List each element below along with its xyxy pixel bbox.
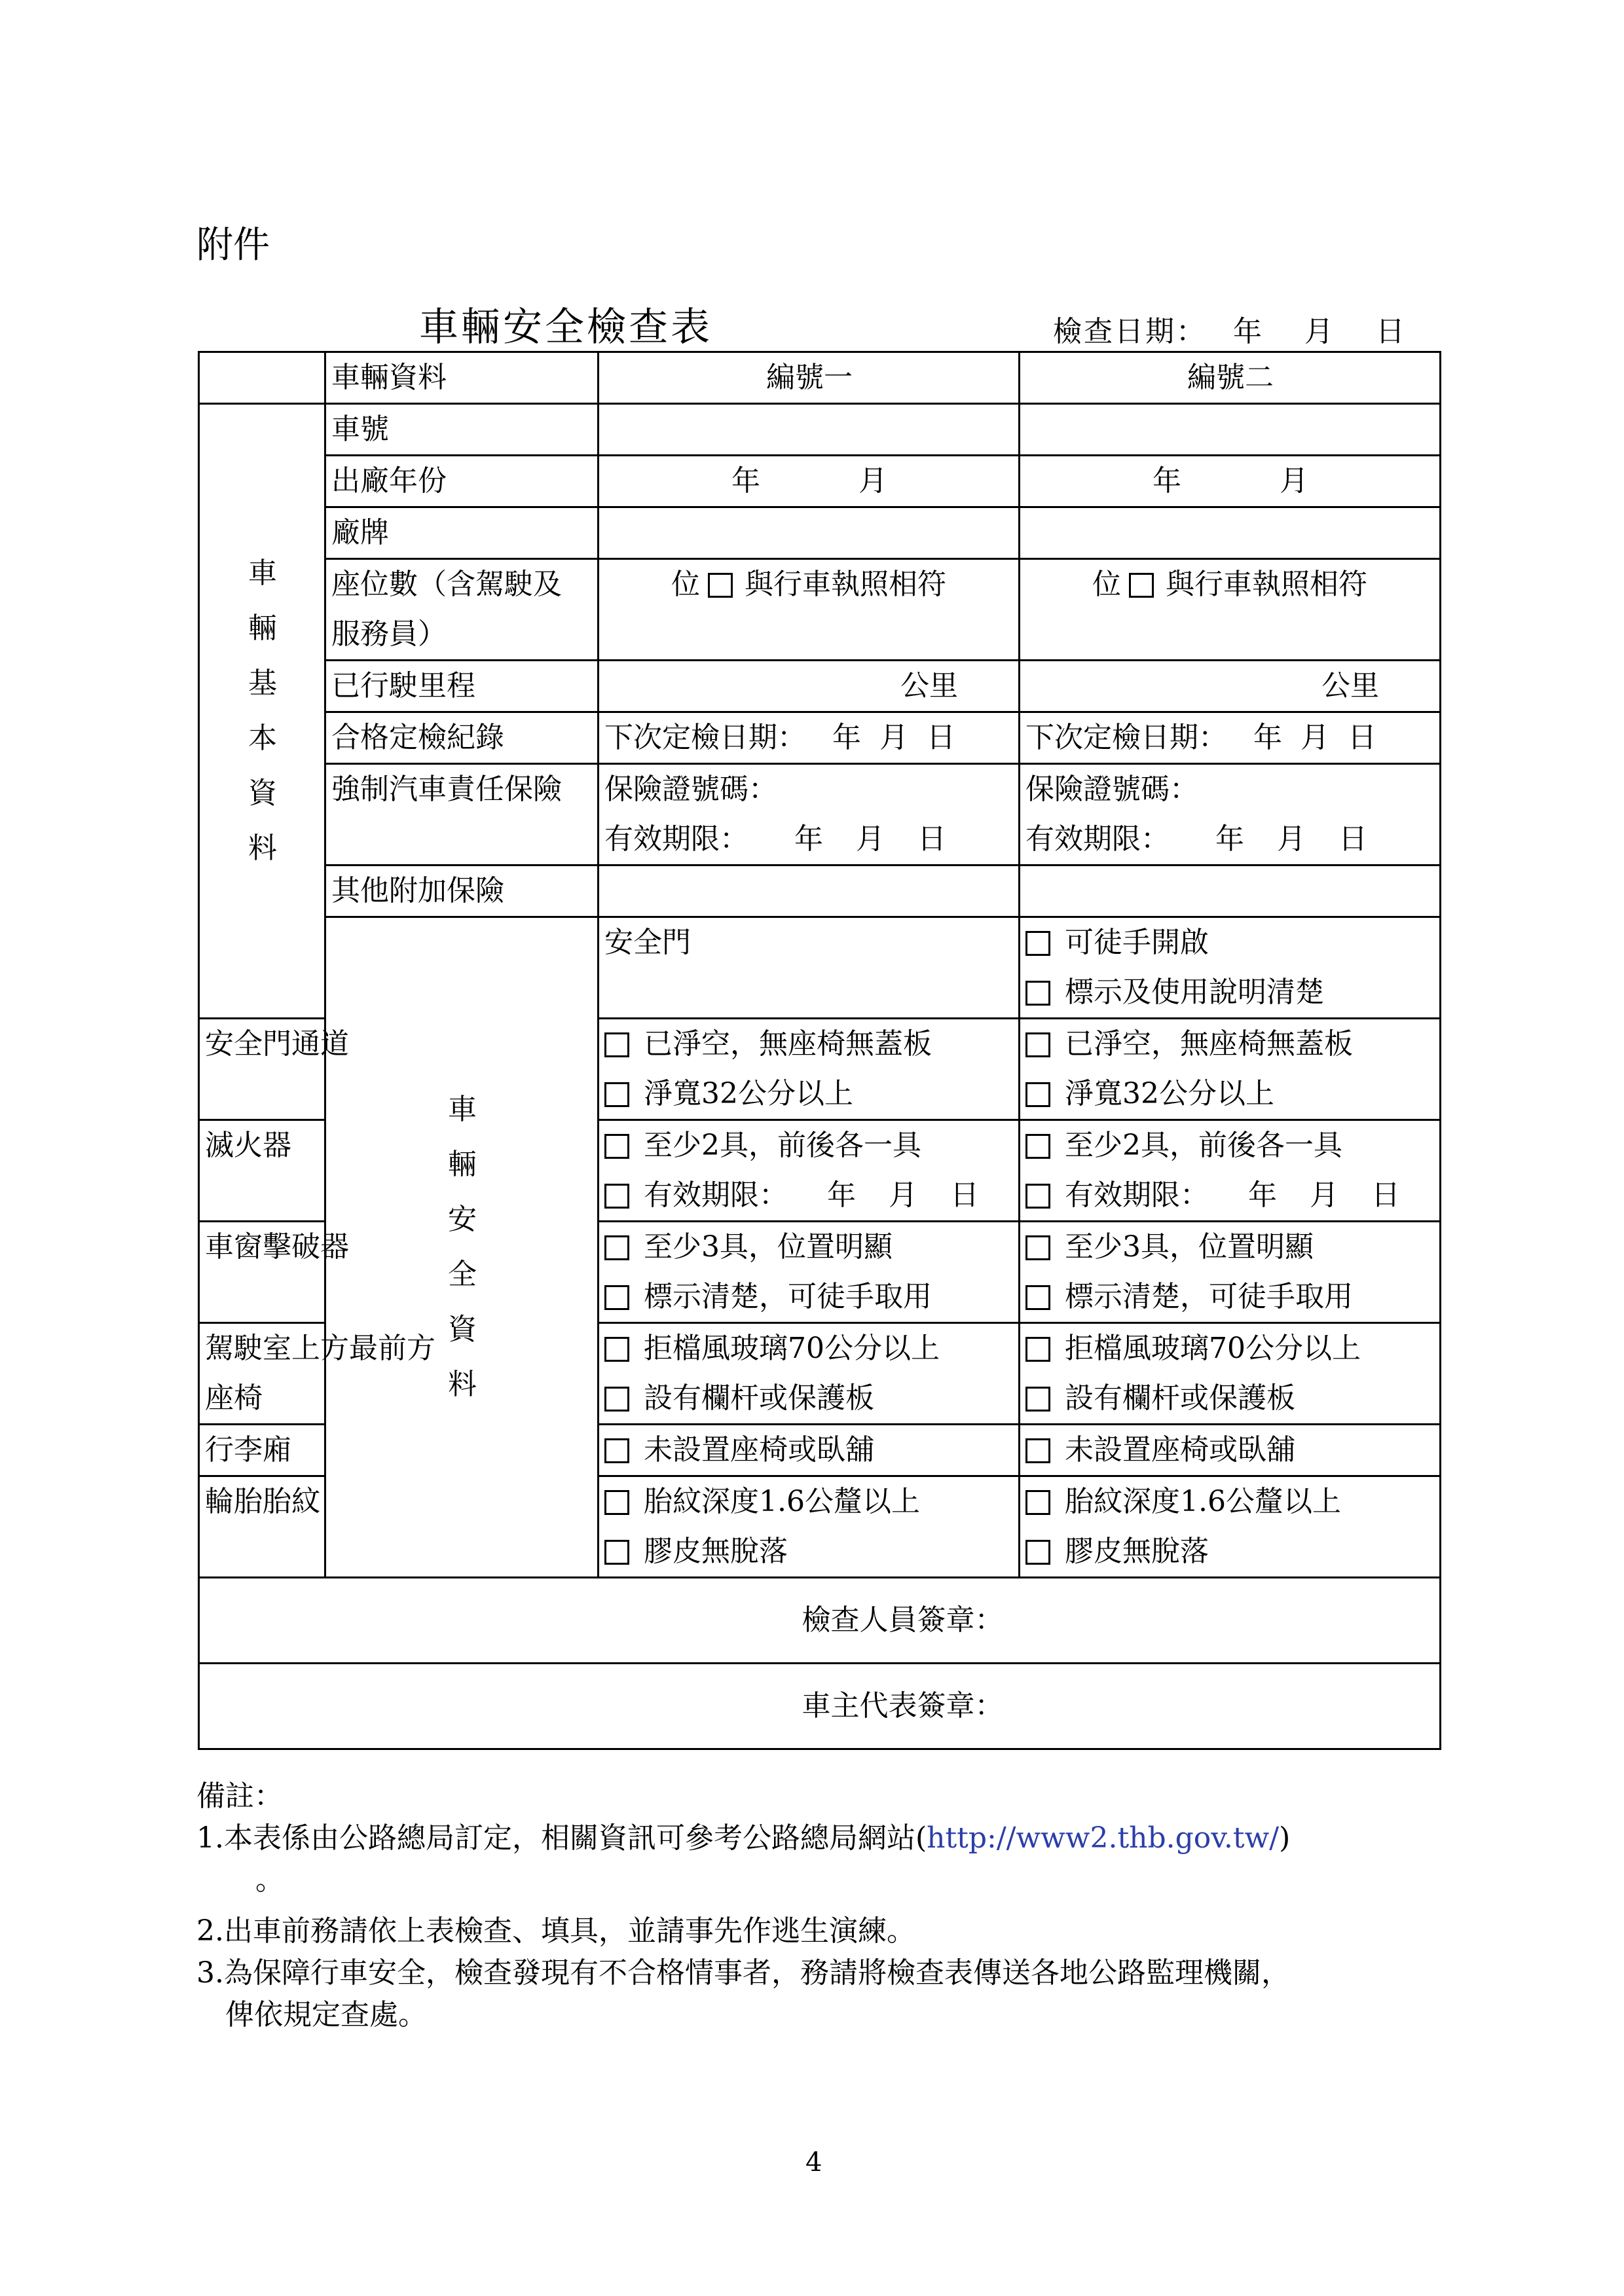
passage-clear-checkbox-2[interactable]	[1025, 1032, 1050, 1057]
ext-valid-checkbox-1[interactable]	[604, 1184, 629, 1209]
tire-field-1: 胎紋深度1.6公釐以上 膠皮無脫落	[599, 1476, 1020, 1578]
other-insurance-label: 其他附加保險	[325, 866, 599, 917]
brand-label: 廠牌	[325, 507, 599, 559]
door-passage-label: 安全門通道	[199, 1019, 325, 1120]
plate-field-1[interactable]	[599, 404, 1020, 456]
front-rail-checkbox-1[interactable]	[604, 1387, 629, 1412]
row-insurance	[199, 764, 1441, 866]
mileage-field-2[interactable]: 公里	[1020, 661, 1441, 712]
other-insurance-field-1[interactable]	[599, 866, 1020, 917]
seats-field-1[interactable]: 位 與行車執照相符	[599, 559, 1020, 661]
next-inspection-field-2[interactable]: 下次定檢日期： 年 月 日	[1020, 712, 1441, 764]
col-number-1: 編號一	[599, 352, 1020, 404]
owner-sign-field[interactable]: 車主代表簽章：	[199, 1664, 1441, 1749]
notes-section	[196, 1776, 1441, 2036]
window-breaker-field-1: 至少3具，位置明顯 標示清楚，可徒手取用	[599, 1222, 1020, 1323]
page-number: 4	[805, 2147, 822, 2178]
luggage-label: 行李廂	[199, 1425, 325, 1476]
brand-field-1[interactable]	[599, 507, 1020, 559]
tire-depth-checkbox-1[interactable]	[604, 1490, 629, 1515]
website-link[interactable]: http://www2.thb.gov.tw/	[927, 1821, 1280, 1855]
seats-label: 座位數（含駕駛及 服務員）	[325, 559, 599, 661]
passage-width-checkbox-1[interactable]	[604, 1082, 629, 1107]
group-safety-info	[325, 917, 599, 1578]
door-passage-field-2: 已淨空，無座椅無蓋板 淨寬32公分以上	[1020, 1019, 1441, 1120]
inspection-table	[198, 351, 1441, 1750]
ext-count-checkbox-2[interactable]	[1025, 1134, 1050, 1159]
group-basic-label: 車輛基本資料	[248, 556, 277, 865]
inspection-label: 合格定檢紀錄	[325, 712, 599, 764]
seats-match-checkbox-2[interactable]	[1129, 573, 1154, 598]
group-basic-info	[199, 404, 325, 1019]
ext-count-checkbox-1[interactable]	[604, 1134, 629, 1159]
tire-field-2: 胎紋深度1.6公釐以上 膠皮無脫落	[1020, 1476, 1441, 1578]
mfg-year-label: 出廠年份	[325, 456, 599, 507]
seats-field-2[interactable]: 位 與行車執照相符	[1020, 559, 1441, 661]
mileage-label: 已行駛里程	[325, 661, 599, 712]
row-plate	[199, 404, 1441, 456]
note-item-1-cont: 。	[255, 1863, 284, 1897]
note-item-3: 3.為保障行車安全，檢查發現有不合格情事者，務請將檢查表傳送各地公路監理機關，	[196, 1956, 1290, 1990]
tire-rubber-checkbox-1[interactable]	[604, 1540, 629, 1565]
col-number-2: 編號二	[1020, 352, 1441, 404]
date-month: 月	[1304, 315, 1335, 348]
window-breaker-field-2: 至少3具，位置明顯 標示清楚，可徒手取用	[1020, 1222, 1441, 1323]
mileage-field-1[interactable]: 公里	[599, 661, 1020, 712]
date-day: 日	[1376, 315, 1407, 348]
attachment-label: 附件	[196, 224, 270, 266]
extinguisher-field-2: 至少2具，前後各一具 有效期限： 年 月 日	[1020, 1120, 1441, 1222]
seats-match-checkbox-1[interactable]	[708, 573, 733, 598]
note-item-1: 1.本表係由公路總局訂定，相關資訊可參考公路總局網站(http://www2.thb.gov.tw/)	[196, 1821, 1291, 1855]
row-inspector-sign	[199, 1578, 1441, 1664]
tire-rubber-checkbox-2[interactable]	[1025, 1540, 1050, 1565]
passage-clear-checkbox-1[interactable]	[604, 1032, 629, 1057]
luggage-field-2: 未設置座椅或臥舖	[1020, 1425, 1441, 1476]
passage-width-checkbox-2[interactable]	[1025, 1082, 1050, 1107]
breaker-count-checkbox-2[interactable]	[1025, 1235, 1050, 1260]
note-item-3-cont: 俾依規定查處。	[225, 1998, 427, 2032]
date-year: 年	[1233, 315, 1264, 348]
date-label: 檢查日期：	[1053, 315, 1207, 348]
row-inspection	[199, 712, 1441, 764]
plate-label: 車號	[325, 404, 599, 456]
front-seat-field-2: 拒檔風玻璃70公分以上 設有欄杆或保護板	[1020, 1323, 1441, 1425]
luggage-field-1: 未設置座椅或臥舖	[599, 1425, 1020, 1476]
group-safety-label: 車輛安全資料	[448, 1093, 477, 1401]
door-passage-field-1: 已淨空，無座椅無蓋板 淨寬32公分以上	[599, 1019, 1020, 1120]
breaker-count-checkbox-1[interactable]	[604, 1235, 629, 1260]
table-header-row	[199, 352, 1441, 404]
row-other-insurance	[199, 866, 1441, 917]
mfg-year-field-2[interactable]: 年 月	[1020, 456, 1441, 507]
luggage-checkbox-1[interactable]	[604, 1438, 629, 1463]
window-breaker-label: 車窗擊破器	[199, 1222, 325, 1323]
front-glass-checkbox-1[interactable]	[604, 1337, 629, 1362]
insurance-field-1[interactable]: 保險證號碼： 有效期限： 年 月 日	[599, 764, 1020, 866]
mfg-year-field-1[interactable]: 年 月	[599, 456, 1020, 507]
insurance-label: 強制汽車責任保險	[325, 764, 599, 866]
notes-heading: 備註：	[196, 1779, 283, 1813]
col-vehicle-info: 車輛資料	[325, 352, 599, 404]
tire-label: 輪胎胎紋	[199, 1476, 325, 1578]
row-brand	[199, 507, 1441, 559]
front-seat-field-1: 拒檔風玻璃70公分以上 設有欄杆或保護板	[599, 1323, 1020, 1425]
plate-field-2[interactable]	[1020, 404, 1441, 456]
luggage-checkbox-2[interactable]	[1025, 1438, 1050, 1463]
inspection-date	[1053, 308, 1407, 350]
door-sign-checkbox-1[interactable]	[1025, 981, 1050, 1006]
insurance-field-2[interactable]: 保險證號碼： 有效期限： 年 月 日	[1020, 764, 1441, 866]
front-glass-checkbox-2[interactable]	[1025, 1337, 1050, 1362]
form-title: 車輛安全檢查表	[419, 304, 712, 350]
row-mfg-year	[199, 456, 1441, 507]
front-rail-checkbox-2[interactable]	[1025, 1387, 1050, 1412]
door-open-checkbox-1[interactable]	[1025, 931, 1050, 956]
note-item-2: 2.出車前務請依上表檢查、填具，並請事先作逃生演練。	[196, 1914, 915, 1948]
row-seats	[199, 559, 1441, 661]
ext-valid-checkbox-2[interactable]	[1025, 1184, 1050, 1209]
tire-depth-checkbox-2[interactable]	[1025, 1490, 1050, 1515]
inspector-sign-field[interactable]: 檢查人員簽章：	[199, 1578, 1441, 1664]
other-insurance-field-2[interactable]	[1020, 866, 1441, 917]
emergency-door-field-1: 可徒手開啟 標示及使用說明清楚	[1020, 917, 1441, 1019]
extinguisher-field-1: 至少2具，前後各一具 有效期限： 年 月 日	[599, 1120, 1020, 1222]
front-seat-label: 駕駛室上方最前方 座椅	[199, 1323, 325, 1425]
breaker-sign-checkbox-1[interactable]	[604, 1285, 629, 1310]
row-owner-sign	[199, 1664, 1441, 1749]
extinguisher-label: 滅火器	[199, 1120, 325, 1222]
brand-field-2[interactable]	[1020, 507, 1441, 559]
row-mileage	[199, 661, 1441, 712]
row-emergency-door	[199, 917, 1441, 1019]
breaker-sign-checkbox-2[interactable]	[1025, 1285, 1050, 1310]
next-inspection-field-1[interactable]: 下次定檢日期： 年 月 日	[599, 712, 1020, 764]
emergency-door-label: 安全門	[599, 917, 1020, 1019]
